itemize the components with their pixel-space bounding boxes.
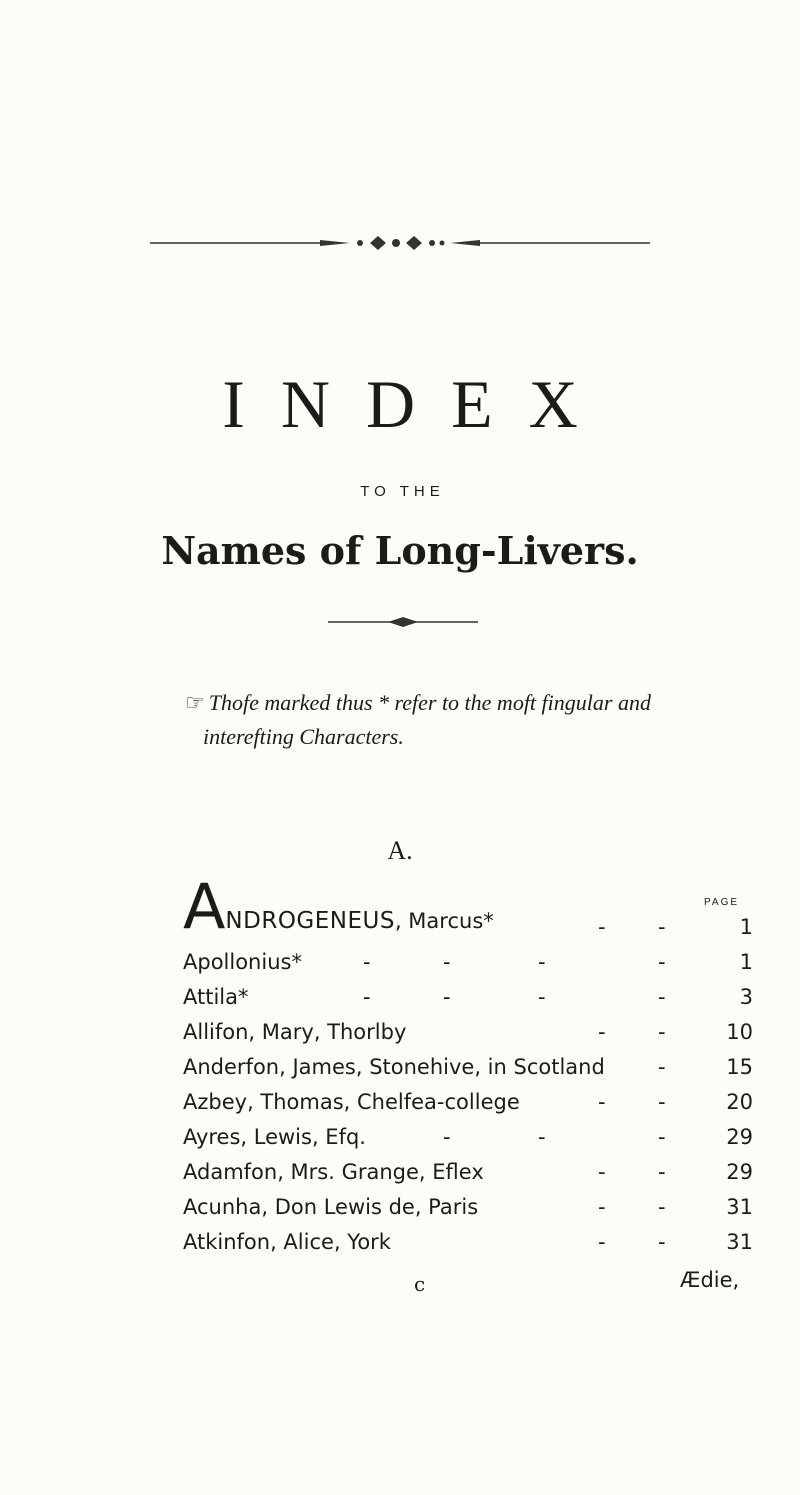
index-entry [183, 945, 753, 980]
leader-dash: - [598, 1020, 606, 1044]
leader-dash: - [598, 915, 606, 939]
entry-name: ANDROGENEUS, Marcus* [183, 870, 494, 943]
index-entry [183, 1155, 753, 1190]
leader-dash: - [443, 1125, 451, 1149]
leader-dash: - [658, 1195, 666, 1219]
page-column-label: PAGE [704, 897, 740, 908]
leader-dash: - [658, 1055, 666, 1079]
leader-dash: - [443, 950, 451, 974]
index-entry [183, 1050, 753, 1085]
leader-dash: - [538, 1125, 546, 1149]
entry-page: 1 [739, 915, 753, 939]
entry-name: Apollonius* [183, 950, 302, 974]
entry-name: Atkinfon, Alice, York [183, 1230, 391, 1254]
leader-dash: - [538, 985, 546, 1009]
entry-page: 10 [726, 1020, 753, 1044]
leader-dash: - [658, 1230, 666, 1254]
leader-dash: - [443, 985, 451, 1009]
leader-dash: - [538, 950, 546, 974]
letter-heading: A. [387, 836, 413, 865]
entry-name: Allifon, Mary, Thorlby [183, 1020, 407, 1044]
index-entry [183, 980, 753, 1015]
entry-page: 29 [726, 1160, 753, 1184]
entry-page: 31 [726, 1195, 753, 1219]
entry-page: 31 [726, 1230, 753, 1254]
pointing-hand-icon: ☞ [185, 690, 205, 715]
index-entry [183, 1085, 753, 1120]
note-line-1: Thofe marked thus * refer to the moft fingular and [208, 690, 651, 715]
leader-dash: - [363, 950, 371, 974]
entry-name: Adamfon, Mrs. Grange, Eflex [183, 1160, 484, 1184]
leader-dash: - [363, 985, 371, 1009]
leader-dash: - [658, 1020, 666, 1044]
note-line-2: interefting Characters. [203, 724, 404, 749]
index-entry [183, 1190, 753, 1225]
entry-page: 1 [739, 950, 753, 974]
entry-name: Attila* [183, 985, 249, 1009]
entry-name: Azbey, Thomas, Chelfea-college [183, 1090, 520, 1114]
entry-name: Acunha, Don Lewis de, Paris [183, 1195, 479, 1219]
section-heading: Names of Long-Livers. [161, 528, 639, 573]
leader-dash: - [658, 1125, 666, 1149]
entry-page: 15 [726, 1055, 753, 1079]
leader-dash: - [598, 1160, 606, 1184]
entry-name: Ayres, Lewis, Efq. [183, 1125, 366, 1149]
leader-dash: - [658, 1090, 666, 1114]
index-entry [183, 1120, 753, 1155]
index-title: INDEX [222, 366, 614, 442]
divider-rule [318, 616, 488, 628]
entry-name: Anderfon, James, Stonehive, in Scotland [183, 1055, 605, 1079]
asterisk-note [185, 686, 745, 754]
catchword: Ædie, [680, 1268, 740, 1292]
leader-dash: - [658, 950, 666, 974]
entry-page: 29 [726, 1125, 753, 1149]
leader-dash: - [598, 1195, 606, 1219]
leader-dash: - [658, 985, 666, 1009]
index-entry [183, 1225, 753, 1260]
entry-page: 3 [739, 985, 753, 1009]
index-entry [183, 1015, 753, 1050]
leader-dash: - [598, 1090, 606, 1114]
leader-dash: - [658, 1160, 666, 1184]
leader-dash: - [598, 1230, 606, 1254]
top-ornament [150, 228, 650, 258]
signature-mark: c [414, 1272, 426, 1296]
leader-dash: - [658, 915, 666, 939]
subtitle: TO THE [360, 483, 445, 500]
entry-page: 20 [726, 1090, 753, 1114]
